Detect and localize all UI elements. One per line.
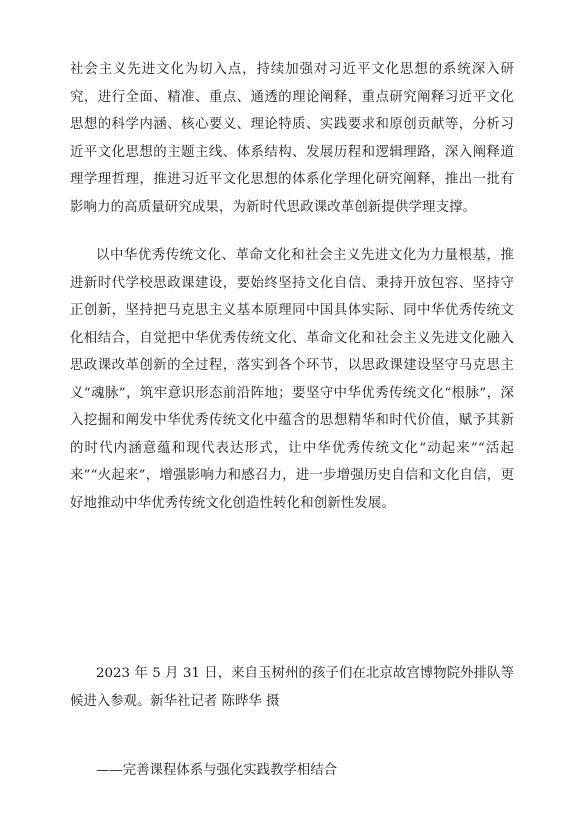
section-subheading: ——完善课程体系与强化实践教学相结合 (96, 763, 338, 778)
photo-caption: 2023 年 5 月 31 日，来自玉树州的孩子们在北京故宫博物院外排队等候进入参观。新华社记者 陈晔华 摄 (70, 666, 514, 709)
body-paragraph-1: 社会主义先进文化为切入点，持续加强对习近平文化思想的系统深入研究，进行全面、精准、重点、通透的理论阐释，重点研究阐释习近平文化思想的科学内涵、核心要义、理论特质、实践要求和原创贡献等，分析习近平文化思想的主题主线、体系结构、发展历程和逻辑理路，深入阐释道理学理哲理，推进习近平文化思想的体系化学理化研究阐释，推出一批有影响力的高质量研究成果，为新时代思政课改革创新提供学理支撑。 (70, 62, 514, 215)
body-paragraph-2: 以中华优秀传统文化、革命文化和社会主义先进文化为力量根基，推进新时代学校思政课建设，要始终坚持文化自信、秉持开放包容、坚持守正创新，坚持把马克思主义基本原理同中国具体实际、同中华优秀传统文化相结合，自觉把中华优秀传统文化、革命文化和社会主义先进文化融入思政课改革创新的全过程，落实到各个环节，以思政课建设坚守马克思主义“魂脉”，筑牢意识形态前沿阵地；要坚守中华优秀传统文化“根脉”，深入挖掘和阐发中华优秀传统文化中蕴含的思想精华和时代价值，赋予其新的时代内涵意蕴和现代表达形式，让中华优秀传统文化“动起来”“活起来”“火起来”，增强影响力和感召力，进一步增强历史自信和文化自信，更好地推动中华优秀传统文化创造性转化和创新性发展。 (70, 248, 514, 511)
